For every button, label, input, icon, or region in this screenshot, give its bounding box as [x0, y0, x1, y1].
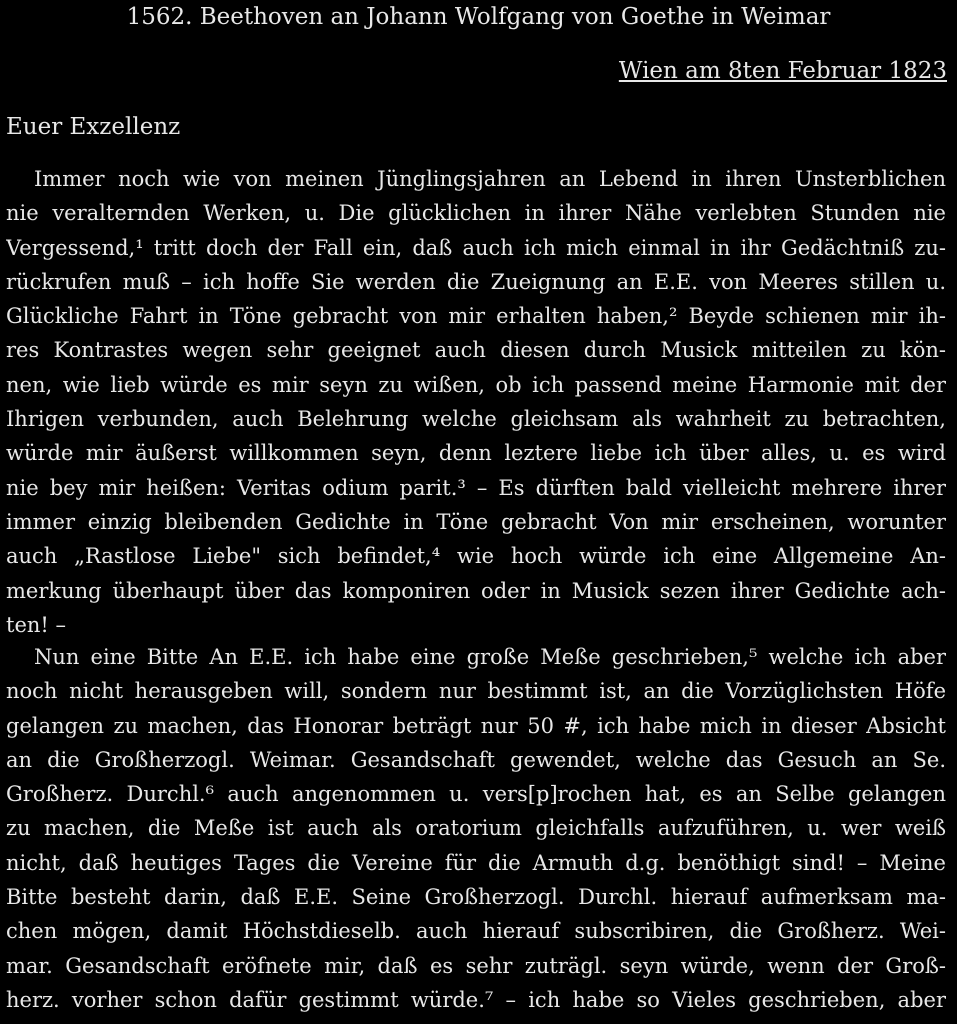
text-line: chen mögen, damit Höchstdieselb. auch hierauf subscribiren, die Großherz. Wei-	[6, 919, 946, 944]
text-line: ten! –	[6, 612, 67, 637]
text-line: an die Großherzogl. Weimar. Gesandschaft gewendet, welche das Gesuch an Se.	[6, 747, 946, 772]
text-line: nen, wie lieb würde es mir seyn zu wißen, ob ich passend meine Harmonie mit der	[6, 372, 946, 397]
text-line: Glückliche Fahrt in Töne gebracht von mir erhalten haben,² Beyde schienen mir ih-	[6, 304, 946, 329]
text-line: noch nicht herausgeben will, sondern nur bestimmt ist, an die Vorzüglichsten Höfe	[6, 679, 946, 704]
text-line: Ihrigen verbunden, auch Belehrung welche gleichsam als wahrheit zu betrachten,	[6, 407, 946, 432]
text-line: nie bey mir heißen: Veritas odium parit.³ – Es dürften bald vielleicht mehrere ihrer	[6, 475, 946, 500]
text-line: rückrufen muß – ich hoffe Sie werden die Zueignung an E.E. von Meeres stillen u.	[6, 269, 946, 294]
paragraph-1	[6, 162, 946, 642]
text-line: auch „Rastlose Liebe" sich befindet,⁴ wie hoch würde ich eine Allgemeine An-	[6, 544, 946, 569]
letter-salutation: Euer Exzellenz	[6, 114, 181, 140]
text-line: Vergessend,¹ tritt doch der Fall ein, daß auch ich mich einmal in ihr Gedächtniß zu-	[6, 235, 946, 260]
letter-dateline: Wien am 8ten Februar 1823	[618, 58, 947, 84]
text-line: herz. vorher schon dafür gestimmt würde.⁷ – ich habe so Vieles geschrieben, aber	[6, 987, 946, 1012]
text-line: Großherz. Durchl.⁶ auch angenommen u. vers[p]rochen hat, es an Selbe gelangen	[6, 782, 946, 807]
text-line: nicht, daß heutiges Tages die Vereine für die Armuth d.g. benöthigt sind! – Meine	[6, 850, 946, 875]
letter-heading: 1562. Beethoven an Johann Wolfgang von Goethe in Weimar	[126, 4, 831, 30]
text-line: mar. Gesandschaft eröfnete mir, daß es sehr zuträgl. seyn würde, wenn der Groß-	[6, 953, 946, 978]
text-line: Nun eine Bitte An E.E. ich habe eine große Meße geschrieben,⁵ welche ich aber	[34, 645, 946, 669]
text-line: Bitte besteht darin, daß E.E. Seine Großherzogl. Durchl. hierauf aufmerksam ma-	[6, 885, 946, 910]
text-line: Immer noch wie von meinen Jünglingsjahren an Lebend in ihren Unsterblichen	[34, 167, 946, 191]
text-line: würde mir äußerst willkommen seyn, denn leztere liebe ich über alles, u. es wird	[6, 441, 946, 466]
text-line: nie veralternden Werken, u. Die glücklichen in ihrer Nähe verlebten Stunden nie	[6, 201, 946, 226]
text-line: zu machen, die Meße ist auch als oratorium gleichfalls aufzuführen, u. wer weiß	[6, 816, 946, 841]
text-line: gelangen zu machen, das Honorar beträgt nur 50 #, ich habe mich in dieser Absicht	[6, 713, 946, 738]
text-line: res Kontrastes wegen sehr geeignet auch diesen durch Musick mitteilen zu kön-	[6, 338, 946, 363]
text-line: merkung überhaupt über das komponiren oder in Musick sezen ihrer Gedichte ach-	[6, 578, 946, 603]
paragraph-2	[6, 640, 946, 1017]
text-line: immer einzig bleibenden Gedichte in Töne gebracht Von mir erscheinen, worunter	[6, 509, 946, 534]
